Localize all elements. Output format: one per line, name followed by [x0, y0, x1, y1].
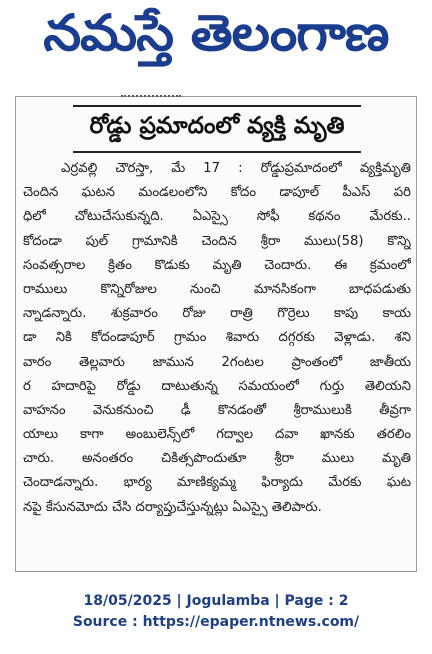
article-line: డా నికి కోదండాపూర్ గ్రామం శివారు దగ్గరకు వెళ్లాడు. శని — [23, 330, 411, 346]
article-line: ర హదారిపై రోడ్డు దాటుతున్న సమయంలో గుర్తు తెలియని — [23, 378, 411, 394]
source-link[interactable]: Source : https://epaper.ntnews.com/ — [72, 614, 360, 630]
headline-box — [73, 105, 361, 153]
article-line: సంవత్సరాల క్రితం కొడుకు మృతి చెందారు. ఈ క్రమంలో — [23, 257, 411, 273]
news-clipping — [15, 96, 417, 572]
article-line: యాలు కాగా అంబులెన్స్‌లో గద్వాల దవా ఖానకు తరలిం — [23, 427, 411, 443]
article-line: నపై కేసునమోదు చేసి దర్యాప్తుచేస్తున్నట్లు ఏఎస్సై తెలిపారు. — [23, 499, 322, 515]
article-body — [23, 157, 411, 520]
article-line: న్నాడన్నారు. శుక్రవారం రోజు రాత్రి గొర్రెలు కాపు కాయ — [23, 306, 411, 322]
article-line: కోదండా పుల్ గ్రామానికి చెందిన శ్రీరా ములు(58) కొన్ని — [23, 233, 411, 249]
masthead-title: నమస్తే తెలంగాణ — [43, 3, 389, 62]
newspaper-masthead — [0, 0, 432, 78]
clipping-edge-marks — [121, 95, 181, 103]
article-line: చారు. అనంతరం చికిత్సపొందుతూ శ్రీరా ములు మృతి — [23, 451, 411, 467]
article-line: వారం తెల్లవారు జామున 2గంటల ప్రాంతంలో జాతీయ — [23, 354, 411, 370]
edition-info: 18/05/2025 | Jogulamba | Page : 2 — [83, 593, 349, 609]
article-line: చెందాడన్నారు. భార్య మాణిక్యమ్మ ఫిర్యాదు మేరకు ఘట — [23, 475, 411, 491]
article-line: ఎర్రవల్లి చౌరస్తా, మే 17 : రోడ్డుప్రమాదంలో వ్యక్తిమృతి — [61, 161, 411, 176]
article-line: వాహనం వెనుకనుంచి ఢీ కొనడంతో శ్రీరాములుకి తీవ్రగా — [23, 402, 411, 418]
article-line: ధిలో చోటుచేసుకున్నది. ఏఎస్సై సోఫీ కథనం మేరకు.. — [23, 209, 411, 225]
article-line: చెందిన ఘటన మండలంలోని కోదం డాపూల్ పీఎస్ పరి — [23, 185, 411, 201]
article-headline: రోడ్డు ప్రమాదంలో వ్యక్తి మృతి — [89, 113, 345, 139]
article-line: రాములు కొన్నిరోజుల నుంచి మానసికంగా బాధపడుతు — [23, 281, 411, 297]
